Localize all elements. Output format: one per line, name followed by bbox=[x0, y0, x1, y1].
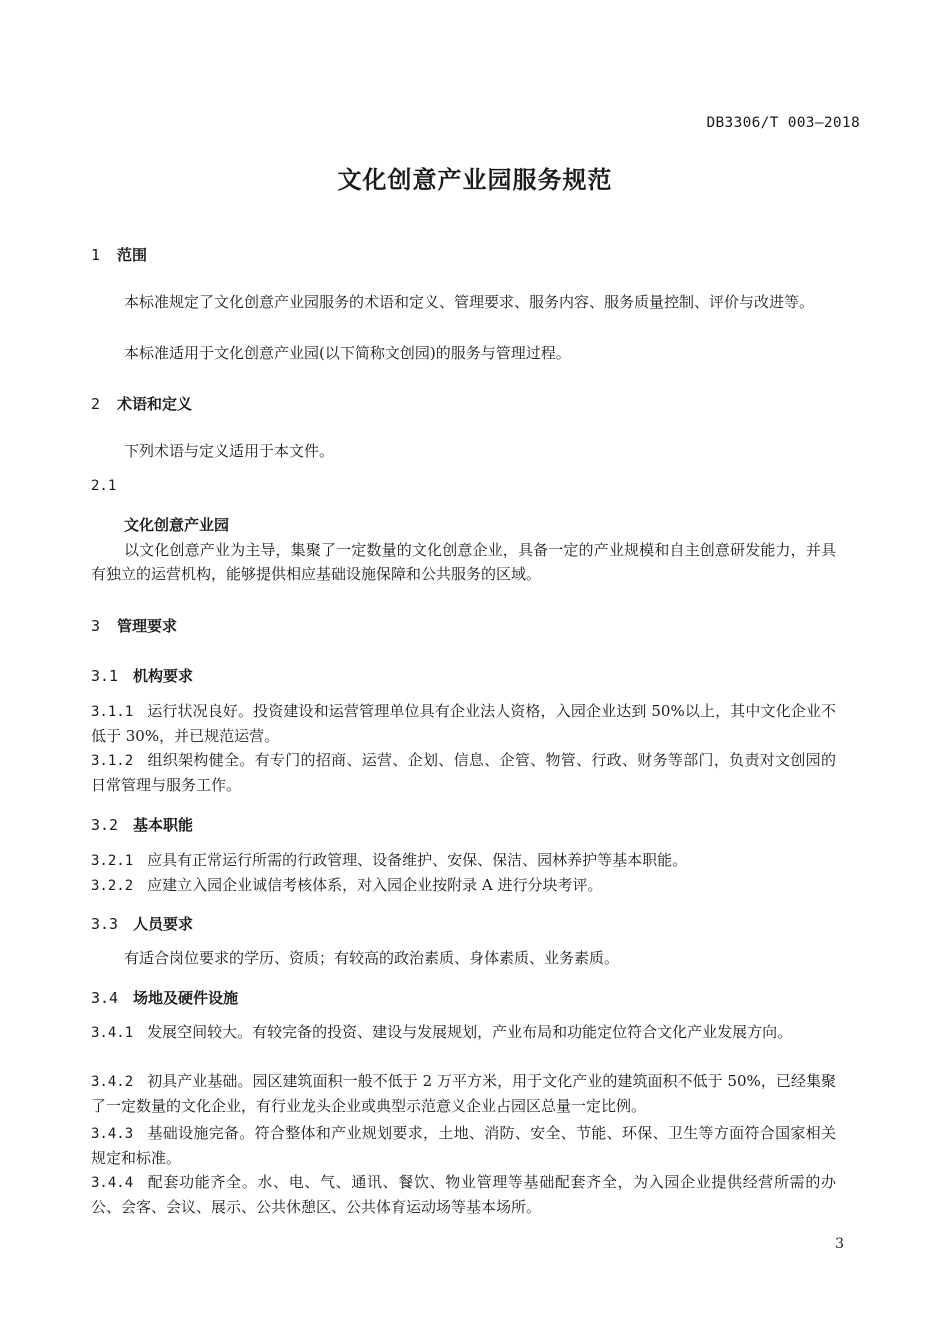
section-1-heading bbox=[91, 244, 147, 265]
subsection-3-2-heading bbox=[91, 814, 193, 835]
section-2-paragraph-1: 下列术语与定义适用于本文件。 bbox=[124, 442, 335, 460]
clause-3-2-2 bbox=[91, 873, 836, 898]
subsection-title: 机构要求 bbox=[133, 667, 194, 685]
clause-number: 3.2.1 bbox=[91, 853, 134, 869]
clause-text: 发展空间较大。有较完备的投资、建设与发展规划，产业布局和功能定位符合文化产业发展方向。 bbox=[147, 1023, 793, 1041]
clause-3-1-1 bbox=[91, 699, 836, 748]
clause-3-4-1 bbox=[91, 1020, 836, 1045]
clause-text: 组织架构健全。有专门的招商、运营、企划、信息、企管、物管、行政、财务等部门，负责对文创园的日常管理与服务工作。 bbox=[91, 751, 836, 794]
subsection-3-3-heading bbox=[91, 913, 193, 934]
clause-number: 3.4.4 bbox=[91, 1175, 134, 1191]
section-number: 1 bbox=[91, 246, 101, 264]
clause-number: 3.4.3 bbox=[91, 1126, 134, 1142]
clause-number: 3.2.2 bbox=[91, 878, 134, 894]
clause-number: 3.4.1 bbox=[91, 1025, 134, 1041]
term-name: 文化创意产业园 bbox=[124, 516, 230, 534]
clause-text: 初具产业基础。园区建筑面积一般不低于 2 万平方米，用于文化产业的建筑面积不低于 50%，已经集聚了一定数量的文化企业，有行业龙头企业或典型示范意义企业占园区总量一定比例。 bbox=[91, 1072, 836, 1115]
section-title: 范围 bbox=[117, 246, 148, 264]
subsection-3-4-heading bbox=[91, 987, 238, 1008]
subsection-number: 3.2 bbox=[91, 816, 119, 834]
section-number: 2 bbox=[91, 395, 101, 413]
clause-number: 3.4.2 bbox=[91, 1074, 134, 1090]
subsection-title: 场地及硬件设施 bbox=[133, 989, 239, 1007]
clause-text: 应建立入园企业诚信考核体系，对入园企业按附录 A 进行分块考评。 bbox=[147, 876, 603, 894]
clause-3-4-3 bbox=[91, 1121, 836, 1170]
term-number: 2.1 bbox=[91, 478, 117, 494]
clause-text: 基础设施完备。符合整体和产业规划要求，土地、消防、安全、节能、环保、卫生等方面符合国家相关规定和标准。 bbox=[91, 1124, 836, 1167]
clause-text: 应具有正常运行所需的行政管理、设备维护、安保、保洁、园林养护等基本职能。 bbox=[147, 851, 688, 869]
subsection-title: 基本职能 bbox=[133, 816, 194, 834]
clause-number: 3.1.1 bbox=[91, 704, 134, 720]
subsection-3-3-paragraph: 有适合岗位要求的学历、资质；有较高的政治素质、身体素质、业务素质。 bbox=[124, 949, 620, 967]
document-title: 文化创意产业园服务规范 bbox=[337, 166, 613, 194]
subsection-3-1-heading bbox=[91, 665, 193, 686]
clause-3-4-4 bbox=[91, 1170, 836, 1219]
clause-text: 配套功能齐全。水、电、气、通讯、餐饮、物业管理等基础配套齐全，为入园企业提供经营所需的办公、会客、会议、展示、公共休憩区、公共体育运动场等基本场所。 bbox=[91, 1173, 836, 1216]
term-definition: 以文化创意产业为主导，集聚了一定数量的文化创意企业，具备一定的产业规模和自主创意研发能力，并具有独立的运营机构，能够提供相应基础设施保障和公共服务的区域。 bbox=[91, 541, 836, 583]
clause-3-1-2 bbox=[91, 748, 836, 797]
section-2-heading bbox=[91, 393, 192, 414]
page-number: 3 bbox=[835, 1236, 844, 1252]
subsection-number: 3.1 bbox=[91, 667, 119, 685]
standard-code: DB3306/T 003—2018 bbox=[706, 115, 860, 131]
subsection-number: 3.4 bbox=[91, 989, 119, 1007]
section-1-paragraph-1: 本标准规定了文化创意产业园服务的术语和定义、管理要求、服务内容、服务质量控制、评价与改进等。 bbox=[124, 293, 815, 311]
section-1-paragraph-2: 本标准适用于文化创意产业园(以下简称文创园)的服务与管理过程。 bbox=[124, 344, 571, 362]
clause-3-2-1 bbox=[91, 848, 836, 873]
section-number: 3 bbox=[91, 617, 101, 635]
subsection-title: 人员要求 bbox=[133, 915, 194, 933]
clause-text: 运行状况良好。投资建设和运营管理单位具有企业法人资格，入园企业达到 50%以上，其中文化企业不低于 30%，并已规范运营。 bbox=[91, 702, 836, 745]
clause-3-4-2 bbox=[91, 1069, 836, 1118]
subsection-number: 3.3 bbox=[91, 915, 119, 933]
section-title: 管理要求 bbox=[117, 617, 178, 635]
section-3-heading bbox=[91, 615, 177, 636]
clause-number: 3.1.2 bbox=[91, 753, 134, 769]
section-title: 术语和定义 bbox=[117, 395, 193, 413]
